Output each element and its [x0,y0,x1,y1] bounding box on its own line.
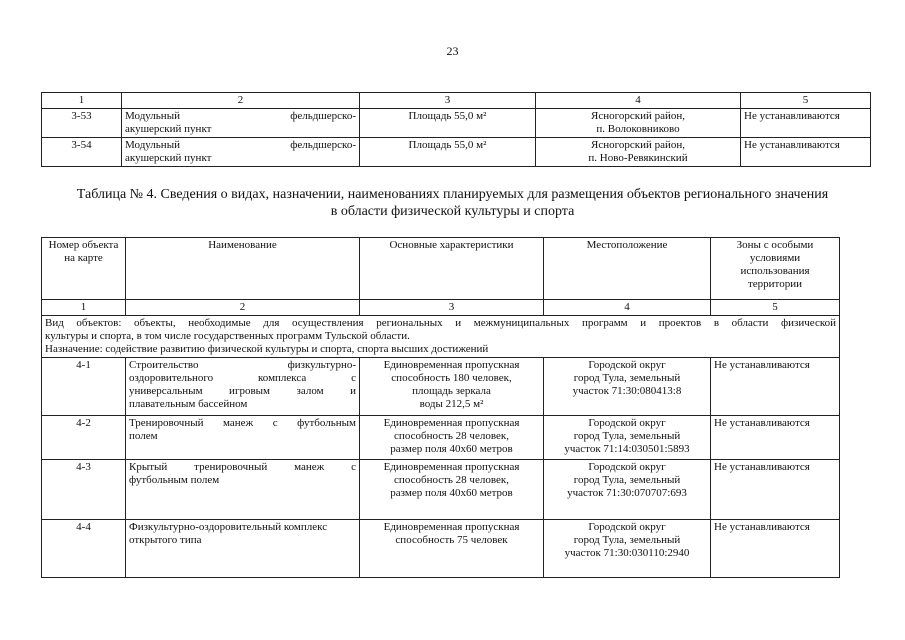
object-location [544,520,711,578]
continuation-table [41,92,871,167]
column-number-row [42,93,871,109]
purpose-line: Назначение: содействие развитию физической культуры и спорта, спорта высших достижений [45,343,489,355]
name-line: Крытый тренировочный манеж с [129,461,356,473]
object-characteristics [360,358,544,416]
char-line: Единовременная пропускная [383,359,520,371]
name-line: универсальным игровым залом и [129,385,356,397]
char-line: способность 75 человек [395,534,508,546]
caption-line: в области физической культуры и спорта [330,204,575,219]
table-caption [30,186,875,220]
char-line: воды 212,5 м² [419,398,484,410]
location-line: участок 71:30:070707:693 [567,487,687,499]
col-number: 4 [544,300,711,316]
table-row [42,520,840,578]
name-line: оздоровительного комплекса с [129,372,356,384]
table-row [42,138,871,167]
location-line: п. Волоковниково [596,123,680,135]
col-number: 4 [536,93,741,109]
object-zones: Не устанавливаются [711,416,840,460]
col-number: 1 [42,93,122,109]
char-line: размер поля 40х60 метров [390,487,513,499]
header-zones: Зоны с особыми условиями использования территории [711,238,840,300]
col-number: 5 [711,300,840,316]
object-zones: Не устанавливаются [711,358,840,416]
location-line: город Тула, земельный [573,430,681,442]
char-line: Единовременная пропускная [383,461,520,473]
object-zones: Не устанавливаются [711,460,840,520]
char-line: Единовременная пропускная [383,417,520,429]
location-line: п. Ново-Ревякинский [588,152,688,164]
kind-line: Вид объектов: объекты, необходимые для осуществления региональных и межмуниципальных программ и проектов в области физической [45,317,836,329]
col-number: 3 [360,93,536,109]
column-number-row [42,300,840,316]
location-line: Городской округ [588,521,666,533]
char-line: способность 28 человек, [394,430,509,442]
kind-and-purpose [42,316,840,358]
object-number: 4-2 [42,416,126,460]
name-line: Физкультурно-оздоровительный комплекс открытого типа [129,521,328,546]
object-name [126,520,360,578]
location-line: Городской округ [588,359,666,371]
name-line: Модульный фельдшерско- [125,139,356,151]
header-loc: Местоположение [544,238,711,300]
table-row [42,109,871,138]
header-char: Основные характеристики [360,238,544,300]
name-line: плавательным бассейном [129,398,248,410]
object-characteristics: Площадь 55,0 м² [360,109,536,138]
location-line: Городской округ [588,417,666,429]
kind-line: культуры и спорта, в том числе государственных программ Тульской области. [45,330,410,342]
char-line: площадь зеркала [412,385,491,397]
name-line: Тренировочный манеж с футбольным [129,417,356,429]
object-location [544,358,711,416]
char-line: способность 180 человек, [391,372,512,384]
object-number: 4-4 [42,520,126,578]
object-number: 4-3 [42,460,126,520]
location-line: город Тула, земельный [573,372,681,384]
object-characteristics: Площадь 55,0 м² [360,138,536,167]
object-characteristics [360,460,544,520]
name-line: акушерский пункт [125,123,212,135]
table-row [42,416,840,460]
object-characteristics [360,520,544,578]
kind-row [42,316,840,358]
header-row [42,238,840,300]
objects-table [41,237,840,578]
char-line: размер поля 40х60 метров [390,443,513,455]
col-number: 2 [122,93,360,109]
page-number: 23 [446,44,459,58]
col-number: 5 [741,93,871,109]
object-location [544,416,711,460]
table-row [42,460,840,520]
object-zones: Не устанавливаются [741,138,871,167]
object-location [544,460,711,520]
object-characteristics [360,416,544,460]
object-location [536,109,741,138]
location-line: город Тула, земельный [573,474,681,486]
caption-line: Таблица № 4. Сведения о видах, назначении, наименованиях планируемых для размещения объектов регионального значения [76,187,829,202]
object-name [126,460,360,520]
object-number: 3-54 [42,138,122,167]
char-line: способность 28 человек, [394,474,509,486]
header-num: Номер объекта на карте [42,238,126,300]
name-line: футбольным полем [129,474,220,486]
object-number: 3-53 [42,109,122,138]
col-number: 3 [360,300,544,316]
object-number: 4-1 [42,358,126,416]
col-number: 2 [126,300,360,316]
location-line: Ясногорский район, [591,110,685,122]
location-line: Городской округ [588,461,666,473]
location-line: город Тула, земельный [573,534,681,546]
name-line: Строительство физкультурно- [129,359,356,371]
header-name: Наименование [126,238,360,300]
name-line: акушерский пункт [125,152,212,164]
name-line: Модульный фельдшерско- [125,110,356,122]
object-location [536,138,741,167]
object-zones: Не устанавливаются [711,520,840,578]
object-name [126,358,360,416]
table-row [42,358,840,416]
object-name [122,109,360,138]
location-line: участок 71:30:030110:2940 [564,547,690,559]
location-line: участок 71:30:080413:8 [572,385,682,397]
name-line: полем [129,430,158,442]
location-line: Ясногорский район, [591,139,685,151]
char-line: Единовременная пропускная [383,521,520,533]
location-line: участок 71:14:030501:5893 [564,443,690,455]
object-name [126,416,360,460]
object-name [122,138,360,167]
col-number: 1 [42,300,126,316]
object-zones: Не устанавливаются [741,109,871,138]
